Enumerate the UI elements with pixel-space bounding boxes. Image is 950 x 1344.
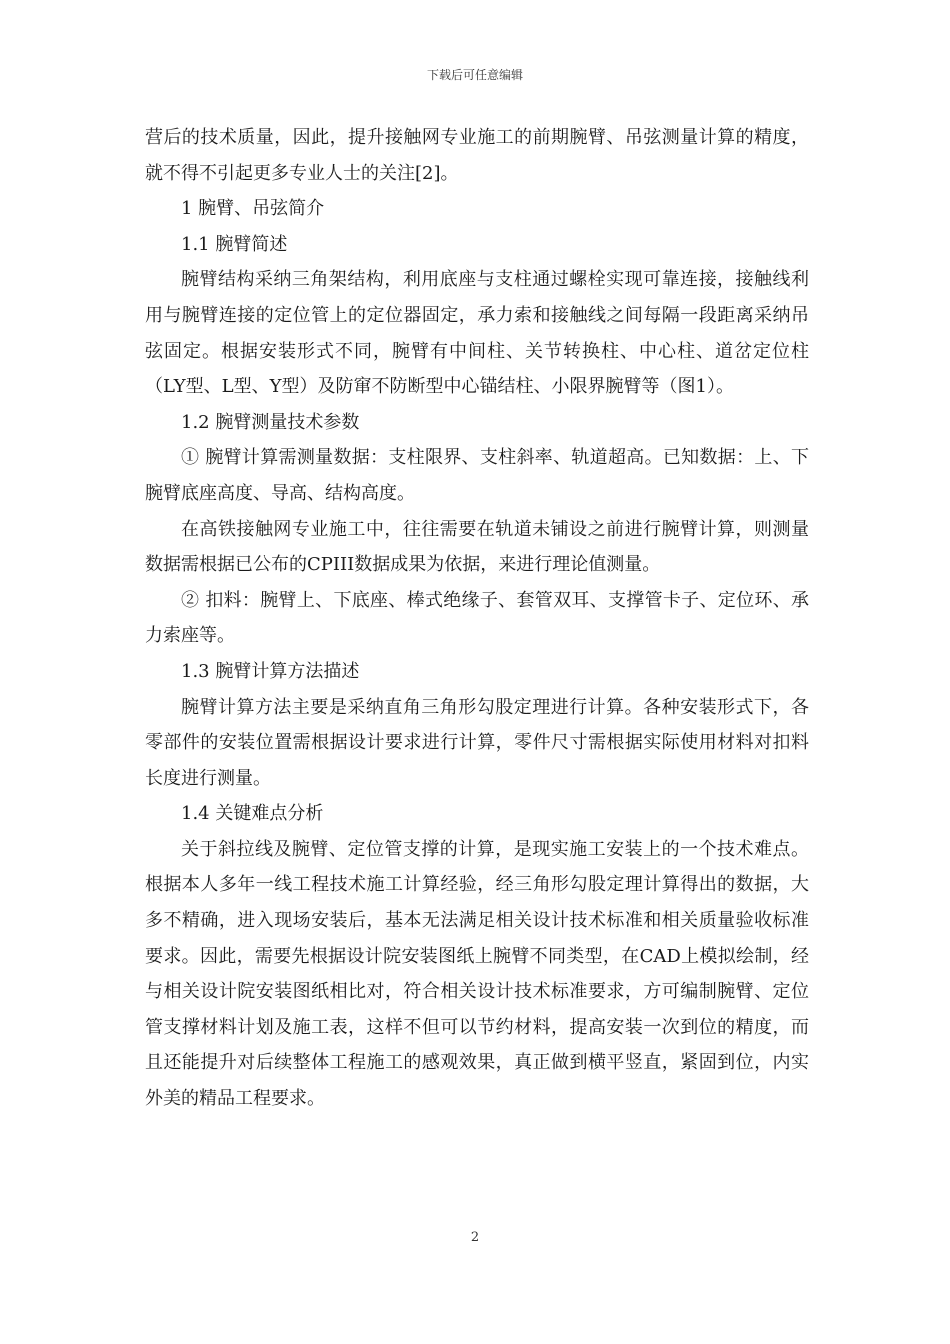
paragraph: 腕臂结构采纳三角架结构，利用底座与支柱通过螺栓实现可靠连接，接触线利用与腕臂连接的定位管上的定位器固定，承力索和接触线之间每隔一段距离采纳吊弦固定。根据安装形式不同，腕臂有中间柱、关节转换柱、中心柱、道岔定位柱（LY型、L型、Y型）及防窜不防断型中心锚结柱、小限界腕臂等（图1）。 [145, 269, 809, 398]
document-body [145, 120, 809, 1117]
section-heading-1-2: 1.2 腕臂测量技术参数 [181, 411, 360, 433]
paragraph-continuation: 营后的技术质量，因此，提升接触网专业施工的前期腕臂、吊弦测量计算的精度，就不得不引起更多专业人士的关注[2]。 [145, 127, 809, 184]
section-heading-1: 1 腕臂、吊弦简介 [181, 198, 325, 220]
paragraph: 腕臂计算方法主要是采纳直角三角形勾股定理进行计算。各种安装形式下，各零部件的安装位置需根据设计要求进行计算，零件尺寸需根据实际使用材料对扣料长度进行测量。 [145, 696, 809, 789]
section-heading-1-3: 1.3 腕臂计算方法描述 [181, 660, 360, 682]
page-header: 下载后可任意编辑 [426, 68, 523, 82]
paragraph: ② 扣料：腕臂上、下底座、棒式绝缘子、套管双耳、支撑管卡子、定位环、承力索座等。 [145, 589, 809, 647]
page-number: 2 [470, 1230, 480, 1245]
paragraph: 在高铁接触网专业施工中，往往需要在轨道未铺设之前进行腕臂计算，则测量数据需根据已公布的CPIII数据成果为依据，来进行理论值测量。 [145, 518, 809, 576]
paragraph: 关于斜拉线及腕臂、定位管支撑的计算，是现实施工安装上的一个技术难点。根据本人多年一线工程技术施工计算经验，经三角形勾股定理计算得出的数据，大多不精确，进入现场安装后，基本无法满足相关设计技术标准和相关质量验收标准要求。因此，需要先根据设计院安装图纸上腕臂不同类型，在CAD上模拟绘制，经与相关设计院安装图纸相比对，符合相关设计技术标准要求，方可编制腕臂、定位管支撑材料计划及施工表，这样不但可以节约材料，提高安装一次到位的精度，而且还能提升对后续整体工程施工的感观效果，真正做到横平竖直，紧固到位，内实外美的精品工程要求。 [145, 838, 809, 1110]
section-heading-1-1: 1.1 腕臂简述 [181, 233, 288, 255]
section-heading-1-4: 1.4 关键难点分析 [181, 803, 324, 825]
paragraph: ① 腕臂计算需测量数据：支柱限界、支柱斜率、轨道超高。已知数据：上、下腕臂底座高度、导高、结构高度。 [145, 447, 809, 504]
